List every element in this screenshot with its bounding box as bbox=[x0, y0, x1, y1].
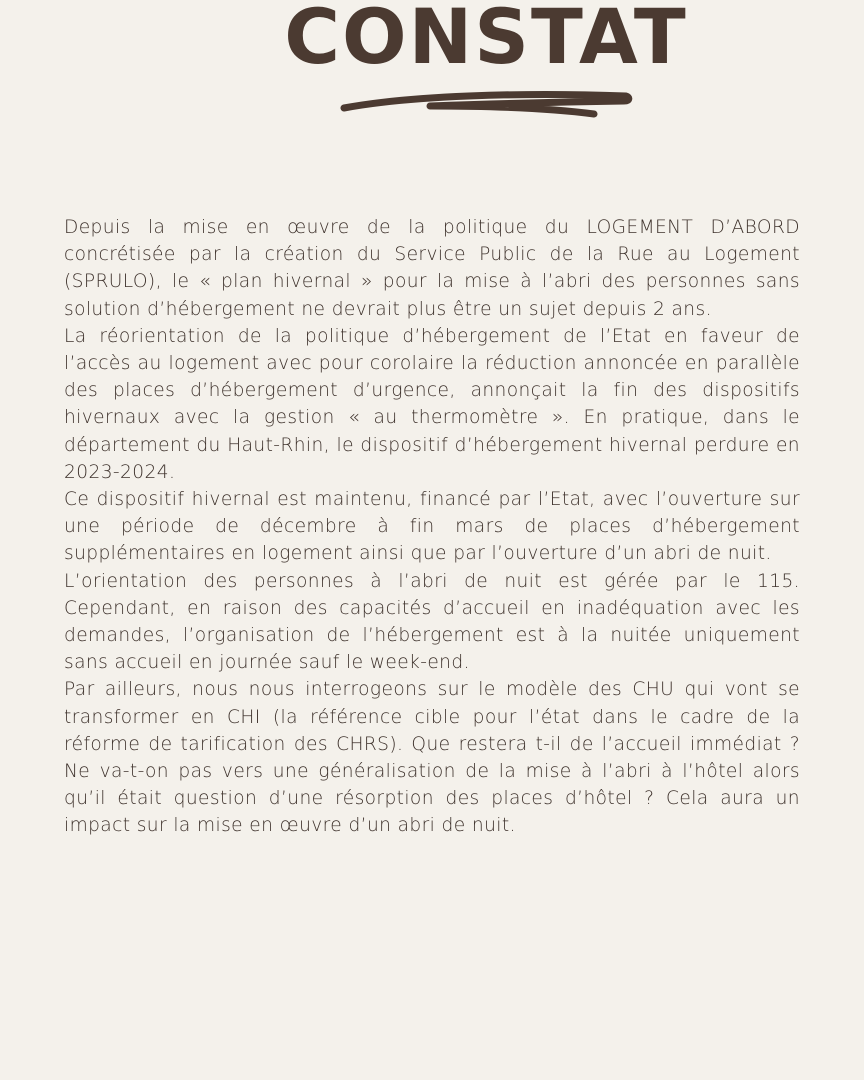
paragraph-2: La réorientation de la politique d’hébergement de l’Etat en faveur de l’accès au logement avec pour corolaire la réduction annoncée en parallèle des places d’hébergement d’urgence, annonçait la fin des dispositifs hivernaux avec la gestion « au thermomètre ». En pratique, dans le département du Haut-Rhin, le dispositif d’hébergement hivernal perdure en 2023-2024. bbox=[64, 325, 800, 483]
brush-underline-decoration bbox=[338, 86, 638, 122]
body-text bbox=[64, 214, 800, 840]
paragraph-4: L’orientation des personnes à l’abri de nuit est gérée par le 115. Cependant, en raison des capacités d’accueil en inadéquation avec les demandes, l’organisation de l’hébergement est à la nuitée uniquement sans accueil en journée sauf le week-end. bbox=[64, 570, 800, 674]
paragraph-3: Ce dispositif hivernal est maintenu, financé par l’Etat, avec l’ouverture sur une période de décembre à fin mars de places d’hébergement supplémentaires en logement ainsi que par l’ouverture d’un abri de nuit. bbox=[64, 489, 800, 565]
paragraph-1: Depuis la mise en œuvre de la politique du LOGEMENT D’ABORD concrétisée par la création du Service Public de la Rue au Logement (SPRULO), le « plan hivernal » pour la mise à l’abri des personnes sans solution d’hébergement ne devrait plus être un sujet depuis 2 ans. bbox=[64, 217, 800, 320]
paragraph-5: Par ailleurs, nous nous interrogeons sur le modèle des CHU qui vont se transformer en CHI (la référence cible pour l’état dans le cadre de la réforme de tarification des CHRS). Que restera t-il de l’accueil immédiat ? Ne va-t-on pas vers une généralisation de la mise à l’abri à l’hôtel alors qu’il était question d’une résorption des places d’hôtel ? Cela aura un impact sur la mise en œuvre d’un abri de nuit. bbox=[64, 679, 800, 837]
page-title: CONSTAT bbox=[284, 0, 688, 81]
